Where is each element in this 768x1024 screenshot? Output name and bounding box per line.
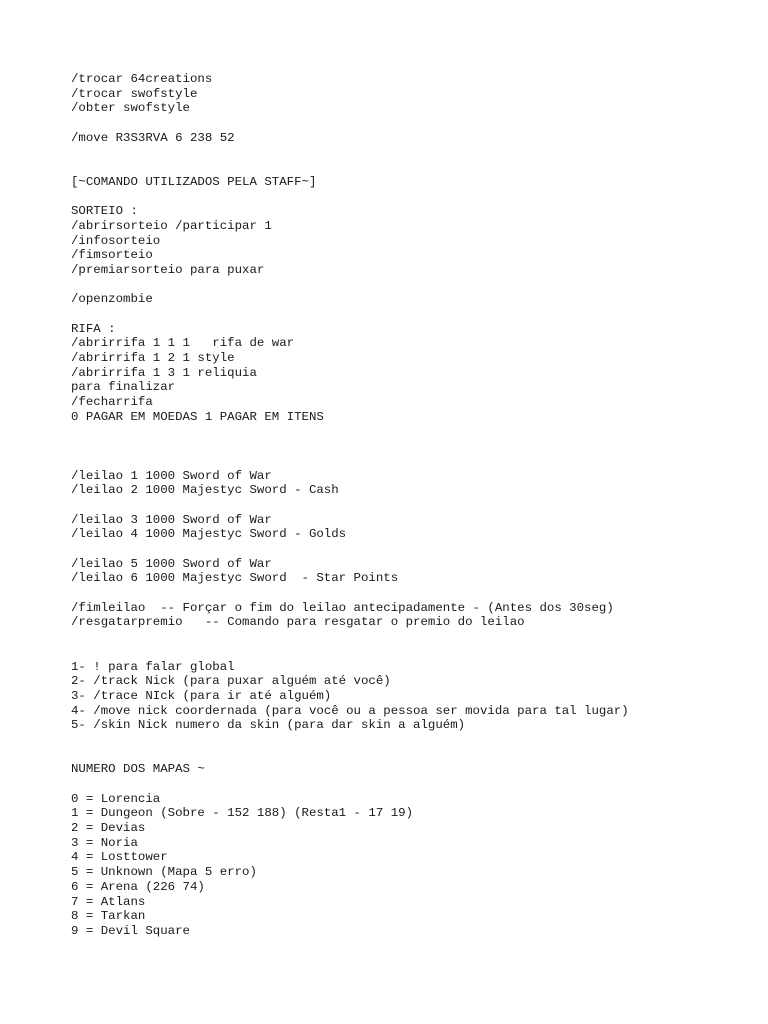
text-line: para finalizar: [71, 380, 176, 395]
text-line: /leilao 2 1000 Majestyc Sword - Cash: [71, 483, 339, 498]
text-line: /leilao 4 1000 Majestyc Sword - Golds: [71, 527, 347, 542]
text-line: /trocar swofstyle: [71, 86, 198, 101]
text-line: 5 = Unknown (Mapa 5 erro): [71, 865, 257, 880]
text-line: /fecharrifa: [71, 395, 153, 410]
text-line: 0 = Lorencia: [71, 791, 161, 806]
text-line: 7 = Atlans: [71, 894, 146, 909]
text-line: /openzombie: [71, 292, 153, 307]
text-line: 2 = Devias: [71, 821, 146, 836]
blank-line: [71, 307, 751, 322]
text-line: /leilao 3 1000 Sword of War: [71, 512, 272, 527]
text-line: RIFA :: [71, 321, 116, 336]
text-line: /leilao 6 1000 Majestyc Sword - Star Points: [71, 571, 399, 586]
blank-line: [71, 145, 751, 160]
blank-line: [71, 116, 751, 131]
text-line: 3 = Noria: [71, 835, 138, 850]
text-line: [~COMANDO UTILIZADOS PELA STAFF~]: [71, 174, 317, 189]
text-line: NUMERO DOS MAPAS ~: [71, 762, 205, 777]
blank-line: [71, 748, 751, 763]
blank-line: [71, 630, 751, 645]
text-line: /fimleilao -- Forçar o fim do leilao antecipadamente - (Antes dos 30seg): [71, 600, 614, 615]
text-line: 1 = Dungeon (Sobre - 152 188) (Resta1 - 17 19): [71, 806, 414, 821]
text-line: /resgatarpremio -- Comando para resgatar o premio do leilao: [71, 615, 525, 630]
blank-line: [71, 586, 751, 601]
text-line: /trocar 64creations: [71, 72, 213, 86]
blank-line: [71, 454, 751, 469]
document-text: [71, 72, 751, 939]
blank-line: [71, 645, 751, 660]
text-line: /leilao 1 1000 Sword of War: [71, 468, 272, 483]
text-line: 3- /trace NIck (para ir até alguém): [71, 688, 332, 703]
text-line: 1- ! para falar global: [71, 659, 235, 674]
text-line: /premiarsorteio para puxar: [71, 262, 265, 277]
blank-line: [71, 160, 751, 175]
text-line: /fimsorteio: [71, 248, 153, 263]
blank-line: [71, 190, 751, 205]
blank-line: [71, 439, 751, 454]
blank-line: [71, 733, 751, 748]
blank-line: [71, 777, 751, 792]
text-line: 5- /skin Nick numero da skin (para dar skin a alguém): [71, 718, 466, 733]
text-line: /abrirrifa 1 2 1 style: [71, 351, 235, 366]
blank-line: [71, 542, 751, 557]
text-line: /leilao 5 1000 Sword of War: [71, 556, 272, 571]
text-line: /abrirsorteio /participar 1: [71, 218, 272, 233]
text-line: 4 = Losttower: [71, 850, 168, 865]
text-line: 2- /track Nick (para puxar alguém até você): [71, 674, 391, 689]
text-line: /infosorteio: [71, 233, 161, 248]
text-line: 6 = Arena (226 74): [71, 879, 205, 894]
text-line: SORTEIO :: [71, 204, 138, 219]
text-line: 4- /move nick coordernada (para você ou a pessoa ser movida para tal lugar): [71, 703, 629, 718]
blank-line: [71, 498, 751, 513]
text-line: /move R3S3RVA 6 238 52: [71, 130, 235, 145]
text-line: 8 = Tarkan: [71, 909, 146, 924]
blank-line: [71, 278, 751, 293]
text-line: 9 = Devil Square: [71, 923, 190, 938]
text-line: 0 PAGAR EM MOEDAS 1 PAGAR EM ITENS: [71, 409, 324, 424]
blank-line: [71, 425, 751, 440]
text-line: /abrirrifa 1 1 1 rifa de war: [71, 336, 295, 351]
text-line: /obter swofstyle: [71, 101, 190, 116]
text-line: /abrirrifa 1 3 1 reliquia: [71, 365, 257, 380]
